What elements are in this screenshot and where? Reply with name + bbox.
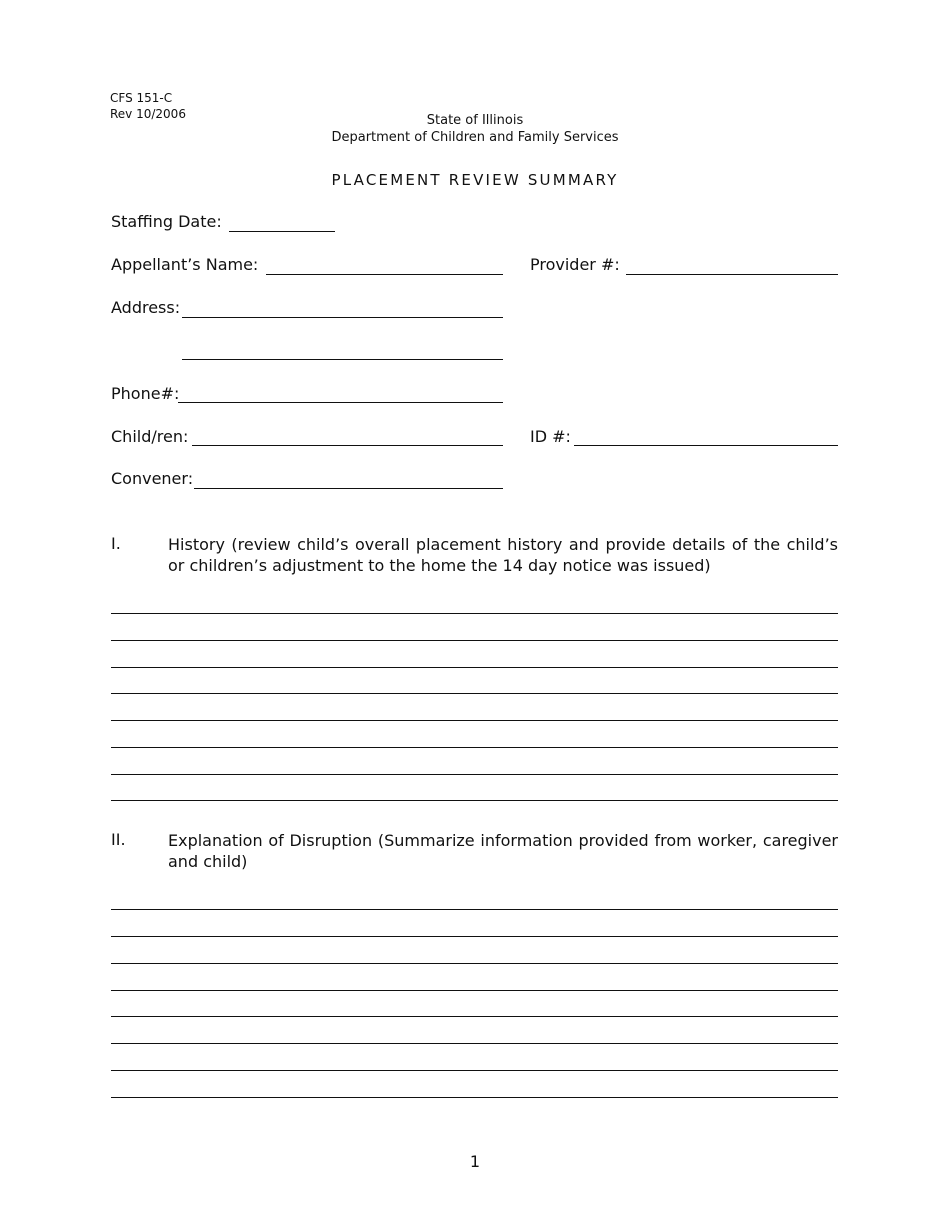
phone-field[interactable] [178, 402, 503, 403]
page-title: PLACEMENT REVIEW SUMMARY [331, 171, 619, 189]
provider-number-field[interactable] [626, 274, 838, 275]
id-number-field[interactable] [574, 445, 838, 446]
children-label: Child/ren: [111, 427, 189, 446]
section-1-answer-line[interactable] [111, 800, 838, 801]
section-1-answer-line[interactable] [111, 747, 838, 748]
section-1-answer-line[interactable] [111, 774, 838, 775]
section-1-number: I. [111, 534, 121, 553]
section-2-answer-line[interactable] [111, 909, 838, 910]
appellant-name-label: Appellant’s Name: [111, 255, 259, 274]
section-2-answer-line[interactable] [111, 1070, 838, 1071]
section-1-answer-line[interactable] [111, 720, 838, 721]
section-2-answer-line[interactable] [111, 936, 838, 937]
children-field[interactable] [192, 445, 503, 446]
section-1-answer-line[interactable] [111, 640, 838, 641]
section-2-number: II. [111, 830, 126, 849]
convener-field[interactable] [194, 488, 503, 489]
address-field-line-1[interactable] [182, 317, 503, 318]
state-name: State of Illinois [426, 113, 524, 128]
section-2-answer-line[interactable] [111, 1097, 838, 1098]
section-2-heading: Explanation of Disruption (Summarize information provided from worker, caregiver and child) [168, 831, 838, 871]
section-1-heading: History (review child’s overall placement history and provide details of the child’s or children’s adjustment to the home the 14 day notice was issued) [168, 535, 838, 575]
id-number-label: ID #: [530, 427, 571, 446]
address-label: Address: [111, 298, 181, 317]
appellant-name-field[interactable] [266, 274, 503, 275]
agency-header [0, 112, 950, 146]
page-number: 1 [469, 1152, 481, 1171]
section-2-answer-line[interactable] [111, 1043, 838, 1044]
section-2-answer-line[interactable] [111, 963, 838, 964]
form-number: CFS 151-C [110, 91, 173, 105]
staffing-date-label: Staffing Date: [111, 212, 222, 231]
phone-label: Phone#: [111, 384, 180, 403]
address-field-line-2[interactable] [182, 359, 503, 360]
section-2-answer-line[interactable] [111, 1016, 838, 1017]
provider-number-label: Provider #: [530, 255, 620, 274]
form-revision: Rev 10/2006 [110, 107, 186, 121]
convener-label: Convener: [111, 469, 194, 488]
section-1-answer-line[interactable] [111, 667, 838, 668]
staffing-date-field[interactable] [229, 231, 335, 232]
section-2-answer-line[interactable] [111, 990, 838, 991]
section-1-answer-line[interactable] [111, 613, 838, 614]
department-name: Department of Children and Family Services [331, 130, 619, 145]
section-1-answer-line[interactable] [111, 693, 838, 694]
